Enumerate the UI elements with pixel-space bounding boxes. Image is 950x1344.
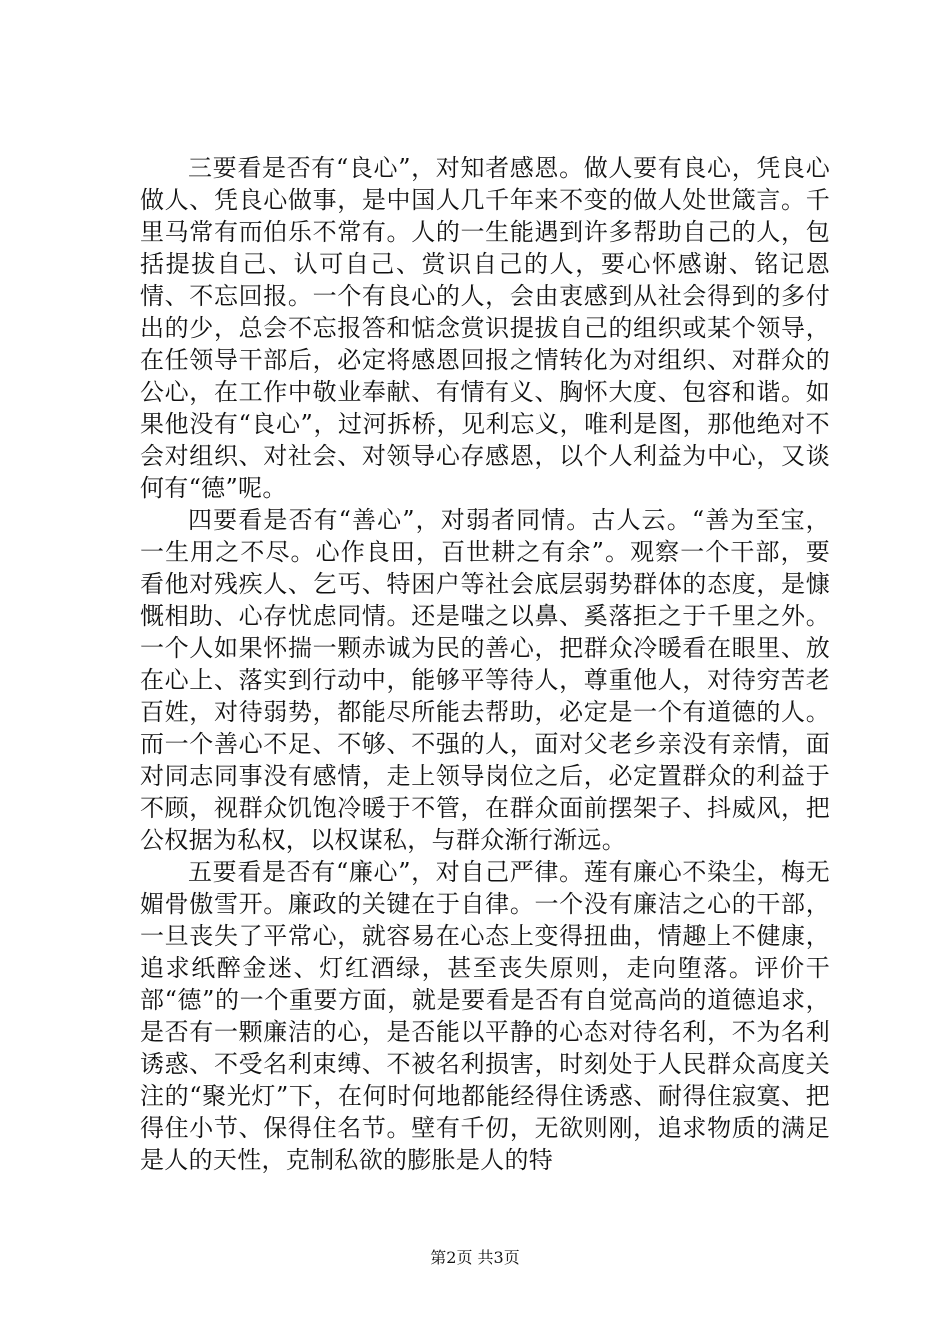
page-footer: 第2页 共3页 <box>430 1248 520 1267</box>
paragraph-kindness: 四要看是否有“善心”，对弱者同情。古人云。“善为至宝，一生用之不尽。心作良田，百世耕之有余”。观察一个干部，要看他对残疾人、乞丐、特困户等社会底层弱势群体的态度，是慷慨相助、心存忧虑同情。还是嗤之以鼻、奚落拒之于千里之外。一个人如果怀揣一颗赤诚为民的善心，把群众冷暖看在眼里、放在心上、落实到行动中，能够平等待人，尊重他人，对待穷苦老百姓，对待弱势，都能尽所能去帮助，必定是一个有道德的人。而一个善心不足、不够、不强的人，面对父老乡亲没有亲情，面对同志同事没有感情，走上领导岗位之后，必定置群众的利益于不顾，视群众饥饱冷暖于不管，在群众面前摆架子、抖威风，把公权据为私权，以权谋私，与群众渐行渐远。 <box>140 506 830 854</box>
paragraph-integrity: 五要看是否有“廉心”，对自己严律。莲有廉心不染尘，梅无媚骨傲雪开。廉政的关键在于自律。一个没有廉洁之心的干部，一旦丧失了平常心，就容易在心态上变得扭曲，情趣上不健康，追求纸醉金迷、灯红酒绿，甚至丧失原则，走向堕落。评价干部“德”的一个重要方面，就是要看是否有自觉高尚的道德追求，是否有一颗廉洁的心，是否能以平静的心态对待名利，不为名利诱惑、不受名利束缚、不被名利损害，时刻处于人民群众高度关注的“聚光灯”下，在何时何地都能经得住诱惑、耐得住寂寞、把得住小节、保得住名节。壁有千仞，无欲则刚，追求物质的满足是人的天性，克制私欲的膨胀是人的特 <box>140 858 830 1174</box>
paragraph-conscience: 三要看是否有“良心”，对知者感恩。做人要有良心，凭良心做人、凭良心做事，是中国人几千年来不变的做人处世箴言。千里马常有而伯乐不常有。人的一生能遇到许多帮助自己的人，包括提拔自己、认可自己、赏识自己的人，要心怀感谢、铭记恩情、不忘回报。一个有良心的人，会由衷感到从社会得到的多付出的少，总会不忘报答和惦念赏识提拔自己的组织或某个领导，在任领导干部后，必定将感恩回报之情转化为对组织、对群众的公心，在工作中敬业奉献、有情有义、胸怀大度、包容和谐。如果他没有“良心”，过河拆桥，见利忘义，唯利是图，那他绝对不会对组织、对社会、对领导心存感恩，以个人利益为中心，又谈何有“德”呢。 <box>140 154 830 502</box>
document-body <box>140 152 830 1176</box>
